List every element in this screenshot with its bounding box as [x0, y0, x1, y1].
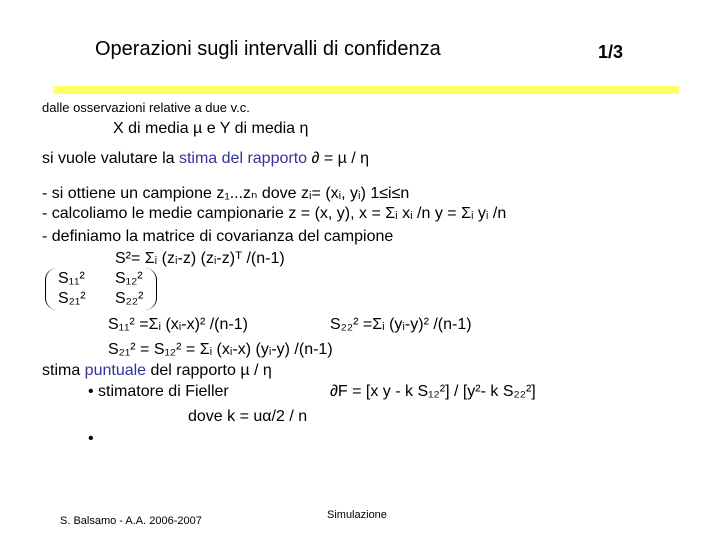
- s21-formula: S₂₁² = S₁₂² = Σᵢ (xᵢ-x) (yᵢ-y) /(n-1): [108, 341, 333, 358]
- goal-line: [42, 150, 369, 168]
- matrix-s21: S₂₁²: [58, 290, 86, 307]
- page-number: 1/3: [598, 42, 624, 62]
- covariance-intro: - definiamo la matrice di covarianza del campione: [42, 228, 394, 245]
- s11-formula: S₁₁² =Σᵢ (xᵢ-x)² /(n-1): [108, 316, 248, 333]
- fieller-formula: ∂F = [x y - k S₁₂²] / [y²- k S₂₂²]: [330, 383, 536, 400]
- goal-formula: ∂ = µ / η: [307, 150, 370, 167]
- point-estimate-highlight: puntuale: [84, 362, 147, 379]
- slide-title: Operazioni sugli intervalli di confidenza: [95, 38, 441, 60]
- empty-bullet: •: [88, 430, 94, 447]
- matrix-s12: S₁₂²: [115, 270, 143, 287]
- intro-line: dalle osservazioni relative a due v.c.: [42, 100, 250, 115]
- sample-line: - si ottiene un campione z₁...zₙ dove zᵢ= (xᵢ, yᵢ) 1≤i≤n: [42, 185, 410, 202]
- goal-text: si vuole valutare la: [42, 150, 179, 167]
- matrix-s11: S₁₁²: [58, 270, 85, 287]
- point-estimate-line: [42, 362, 272, 380]
- covariance-formula: S²= Σᵢ (zᵢ-z) (zᵢ-z)ᵀ /(n-1): [115, 250, 285, 267]
- point-estimate-rest: del rapporto µ / η: [146, 362, 272, 379]
- point-estimate-text: stima: [42, 362, 85, 379]
- means-line: - calcoliamo le medie campionarie z = (x, y), x = Σᵢ xᵢ /n y = Σᵢ yᵢ /n: [42, 205, 507, 222]
- k-definition: dove k = uα/2 / n: [188, 408, 308, 425]
- s22-formula: S₂₂² =Σᵢ (yᵢ-y)² /(n-1): [330, 316, 472, 333]
- title-underline: [53, 86, 679, 94]
- matrix-s22: S₂₂²: [115, 290, 144, 307]
- footer-author: S. Balsamo - A.A. 2006-2007: [60, 515, 202, 527]
- goal-highlight: stima del rapporto: [178, 150, 308, 167]
- variables-line: X di media µ e Y di media η: [113, 120, 309, 137]
- fieller-bullet: • stimatore di Fieller: [88, 383, 229, 400]
- footer-title: Simulazione: [327, 509, 387, 521]
